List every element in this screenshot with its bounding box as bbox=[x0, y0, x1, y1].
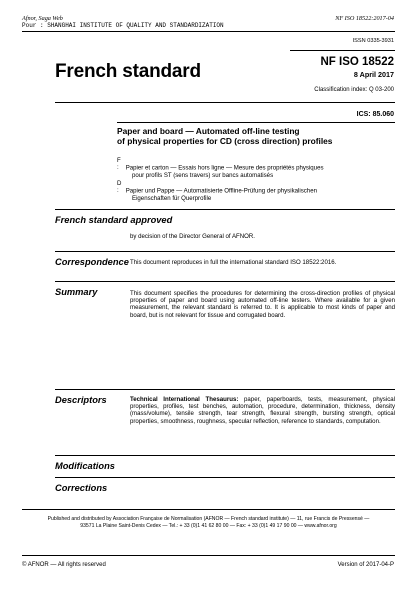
french-title-line2: pour profils ST (sens travers) sur bancs automatisés bbox=[132, 171, 274, 179]
header-doc-ref: NF ISO 18522:2017-04 bbox=[335, 15, 394, 22]
publisher-line2: 93571 La Plaine Saint-Denis Cedex — Tel.: + 33 (0)1 41 62 80 00 — Fax: + 33 (0)1 49 17 90 00 — www.afnor.org bbox=[80, 522, 337, 529]
descriptors-divider bbox=[55, 389, 395, 390]
descriptors-keywords: paper, paperboards, tests, measurement, physical properties, profiles, test benches, automation, procedure, determination, thickness, density (mass/volume), tensile strength, tear strength, flexural strength, bursting strength, optical properties, smoothness, roughness, specular reflection, reference to standards, computation. bbox=[130, 396, 395, 425]
ics-code: ICS: 85.060 bbox=[356, 111, 394, 118]
descriptors-label: Technical International Thesaurus: bbox=[130, 396, 239, 403]
german-title-line2: Eigenschaften für Querprofile bbox=[132, 194, 212, 202]
german-title bbox=[117, 180, 392, 202]
footer-divider bbox=[22, 509, 395, 510]
correspondence-divider bbox=[55, 251, 395, 252]
ics-divider bbox=[117, 122, 395, 123]
french-title-code: F : bbox=[117, 157, 121, 172]
corrections-heading: Corrections bbox=[55, 483, 108, 493]
title-divider bbox=[55, 102, 395, 103]
german-title-code: D : bbox=[117, 180, 122, 195]
approved-heading: French standard approved bbox=[55, 215, 173, 225]
doc-type-title: French standard bbox=[55, 61, 201, 82]
publication-date: 8 April 2017 bbox=[353, 70, 394, 79]
copyright-notice: © AFNOR — All rights reserved bbox=[22, 562, 106, 568]
version-label: Version of 2017-04-P bbox=[337, 562, 394, 568]
corrections-divider bbox=[55, 477, 395, 478]
issn: ISSN 0335-3931 bbox=[352, 38, 394, 44]
standard-number: NF ISO 18522 bbox=[320, 56, 394, 68]
summary-divider bbox=[55, 281, 395, 282]
french-title bbox=[117, 157, 392, 179]
summary-heading: Summary bbox=[55, 287, 98, 297]
approved-divider bbox=[55, 209, 395, 210]
approved-text: by decision of the Director General of AFNOR. bbox=[130, 233, 255, 240]
summary-text: This document specifies the procedures for determining the cross-direction profiles of physical properties of paper and board using automated off-line testers. Where available for a given measurement, the relevant standard is referred to. It is applicable to most kinds of paper and board, but is not relevant for tissue and corrugated board. bbox=[130, 290, 395, 319]
modifications-divider bbox=[55, 455, 395, 456]
header-divider bbox=[22, 31, 395, 32]
modifications-heading: Modifications bbox=[55, 461, 115, 471]
publisher-info bbox=[30, 516, 387, 529]
french-title-line1: Papier et carton — Essais hors ligne — Mesure des propriétés physiques bbox=[125, 164, 324, 172]
german-title-line1: Papier und Pappe — Automatisierte Offline-Prüfung der physikalischen bbox=[125, 187, 317, 195]
header-source: Afnor, Saga Web bbox=[22, 15, 63, 22]
correspondence-text: This document reproduces in full the international standard ISO 18522:2016. bbox=[130, 259, 337, 266]
copyright-divider bbox=[22, 555, 395, 556]
correspondence-heading: Correspondence bbox=[55, 257, 129, 267]
descriptors-text bbox=[130, 396, 395, 425]
document-title-line2: of physical properties for CD (cross direction) profiles bbox=[117, 135, 333, 146]
descriptors-heading: Descriptors bbox=[55, 395, 107, 405]
document-title bbox=[117, 127, 387, 146]
issn-divider bbox=[290, 50, 395, 51]
document-title-line1: Paper and board — Automated off-line testing bbox=[117, 126, 300, 136]
publisher-line1: Published and distributed by Association Française de Normalisation (AFNOR — French standard institute) — 11, rue Francis de Pressensé — bbox=[47, 516, 370, 522]
classification-index: Classification index: Q 03-200 bbox=[314, 87, 394, 93]
header-licensee: Pour : SHANGHAI INSTITUTE OF QUALITY AND STANDARDIZATION bbox=[22, 22, 224, 29]
